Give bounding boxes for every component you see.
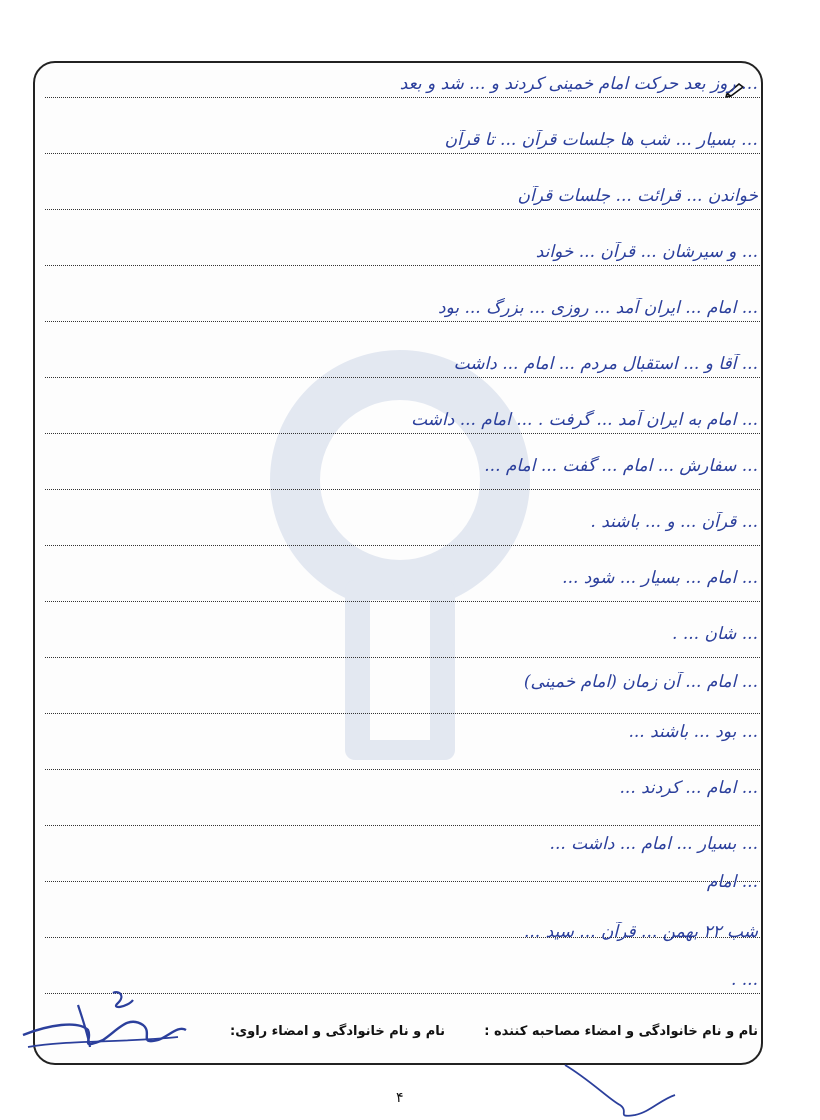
ruled-line xyxy=(45,97,760,98)
handwritten-line: ... قرآن ... و ... باشند . xyxy=(590,512,758,532)
narrator-signature-label: نام و نام خانوادگی و امضاء راوی: xyxy=(230,1024,445,1039)
handwritten-line: ... شان ... . xyxy=(672,624,758,644)
page-number: ۴ xyxy=(396,1090,404,1106)
ruled-line xyxy=(45,265,760,266)
interviewer-signature-label: نام و نام خانوادگی و امضاء مصاحبه کننده : xyxy=(484,1024,758,1039)
ruled-line xyxy=(45,433,760,434)
ruled-line xyxy=(45,657,760,658)
handwritten-line: خواندن ... قرائت ... جلسات قرآن xyxy=(517,186,758,206)
handwritten-line: ... و سیرشان ... قرآن ... خواند xyxy=(535,242,758,262)
ruled-line xyxy=(45,545,760,546)
handwritten-line: ... بسیار ... امام ... داشت ... xyxy=(549,834,758,854)
handwritten-line: … روز بعد حرکت امام خمینی کردند و ... شد و بعد xyxy=(399,74,758,94)
pen-stroke xyxy=(560,1060,680,1120)
handwritten-line: شب ۲۲ بهمن ... قرآن ... سید ... xyxy=(523,922,758,942)
ruled-line xyxy=(45,489,760,490)
handwritten-line: ... امام ... کردند ... xyxy=(619,778,758,798)
ruled-line xyxy=(45,769,760,770)
ruled-line xyxy=(45,321,760,322)
watermark-emblem xyxy=(250,330,550,790)
handwritten-line: ... امام ... آن زمان (امام خمینی) xyxy=(523,672,758,692)
handwritten-line: ... سفارش ... امام ... گفت ... امام ... xyxy=(484,456,758,476)
handwritten-line: ... امام xyxy=(706,872,758,892)
ruled-line xyxy=(45,153,760,154)
handwritten-line: … بسیار ... شب ها جلسات قرآن ... تا قرآن xyxy=(444,130,758,150)
ruled-line xyxy=(45,601,760,602)
handwritten-line: ... . xyxy=(730,970,758,990)
handwritten-line: ... امام ... بسیار ... شود ... xyxy=(562,568,758,588)
handwritten-line: ... بود ... باشند ... xyxy=(628,722,758,742)
ruled-line xyxy=(45,713,760,714)
ruled-line xyxy=(45,377,760,378)
handwritten-line: ... امام به ایران آمد ... گرفت . ... امام ... داشت xyxy=(411,410,758,430)
handwritten-line: ... امام ... ایران آمد ... روزی ... بزرگ ... بود xyxy=(438,298,758,318)
handwritten-line: ... آقا و ... استقبال مردم ... امام ... داشت xyxy=(453,354,758,374)
ruled-line xyxy=(45,209,760,210)
narrator-signature xyxy=(18,985,193,1060)
ruled-line xyxy=(45,825,760,826)
